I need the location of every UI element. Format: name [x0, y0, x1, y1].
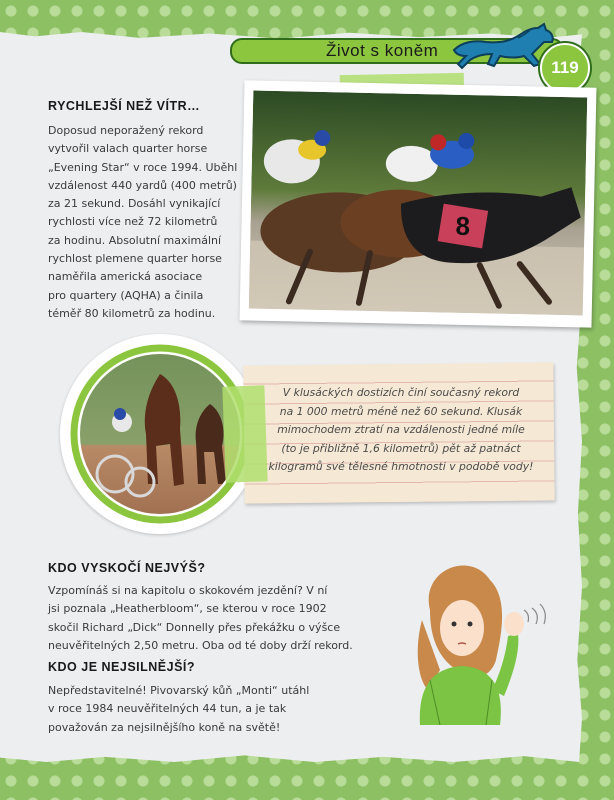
paragraph-line: považován za nejsilnějšího koně na světě!: [48, 720, 281, 734]
section-paragraph-strongest: [48, 682, 309, 737]
paragraph-line: rychlosti více než 72 kilometrů: [48, 215, 218, 229]
paragraph-line: za hodinu. Absolutní maximální: [48, 233, 222, 247]
note-line: mimochodem ztratí na vzdálenosti jedné míle: [277, 423, 525, 436]
paragraph-line: rychlost plemene quarter horse: [48, 252, 222, 266]
paragraph-line: Nepředstavitelné! Pivovarský kůň „Monti“ utáhl: [48, 684, 310, 697]
saddle-cloth-number: 8: [455, 210, 471, 242]
paragraph-line: naměřila americká asociace: [48, 270, 203, 284]
paragraph-line: za 21 sekund. Dosáhl vynikající: [48, 197, 221, 211]
section-heading-highest-jump: KDO VYSKOČÍ NEJVÝŠ?: [48, 561, 206, 575]
section-heading-fastest: RYCHLEJŠÍ NEŽ VÍTR…: [48, 99, 201, 113]
paragraph-line: Doposud neporažený rekord: [48, 124, 204, 137]
horse-race-photo: [240, 80, 597, 327]
paragraph-line: jsi poznala „Heatherbloom“, se kterou v roce 1902: [48, 602, 327, 616]
paragraph-line: neuvěřitelných 2,50 metru. Oba od té doby drží rekord.: [48, 638, 353, 652]
paragraph-line: „Evening Star“ v roce 1994. Uběhl: [48, 160, 238, 174]
paragraph-line: vzdálenost 440 yardů (400 metrů): [48, 178, 237, 192]
note-line: kilogramů své tělesné hmotnosti v podobě vody!: [268, 460, 534, 473]
paragraph-line: skočil Richard „Dick“ Donnelly přes překážku o výšce: [48, 620, 341, 634]
note-line: (to je přibližně 1,6 kilometrů) pět až patnáct: [281, 441, 521, 455]
thinking-girl-illustration: [400, 550, 550, 725]
page-header-title: Život s koněm: [326, 41, 439, 60]
note-line: na 1 000 metrů méně než 60 sekund. Klusák: [279, 404, 523, 418]
section-paragraph-fastest: [48, 122, 237, 323]
note-line: V klusáckých dostizích činí současný rekord: [282, 386, 520, 399]
section-paragraph-highest-jump: [48, 582, 353, 655]
paragraph-line: pro quartery (AQHA) a činila: [48, 288, 204, 302]
paragraph-line: vytvořil valach quarter horse: [48, 142, 208, 156]
paragraph-line: téměř 80 kilometrů za hodinu.: [48, 306, 216, 320]
paragraph-line: v roce 1984 neuvěřitelných 44 tun, a je tak: [48, 702, 287, 716]
page-number: 119: [540, 43, 590, 93]
note-text: [256, 384, 546, 477]
section-heading-strongest: KDO JE NEJSILNĚJŠÍ?: [48, 660, 196, 674]
paragraph-line: Vzpomínáš si na kapitolu o skokovém jezdění? V ní: [48, 584, 328, 597]
